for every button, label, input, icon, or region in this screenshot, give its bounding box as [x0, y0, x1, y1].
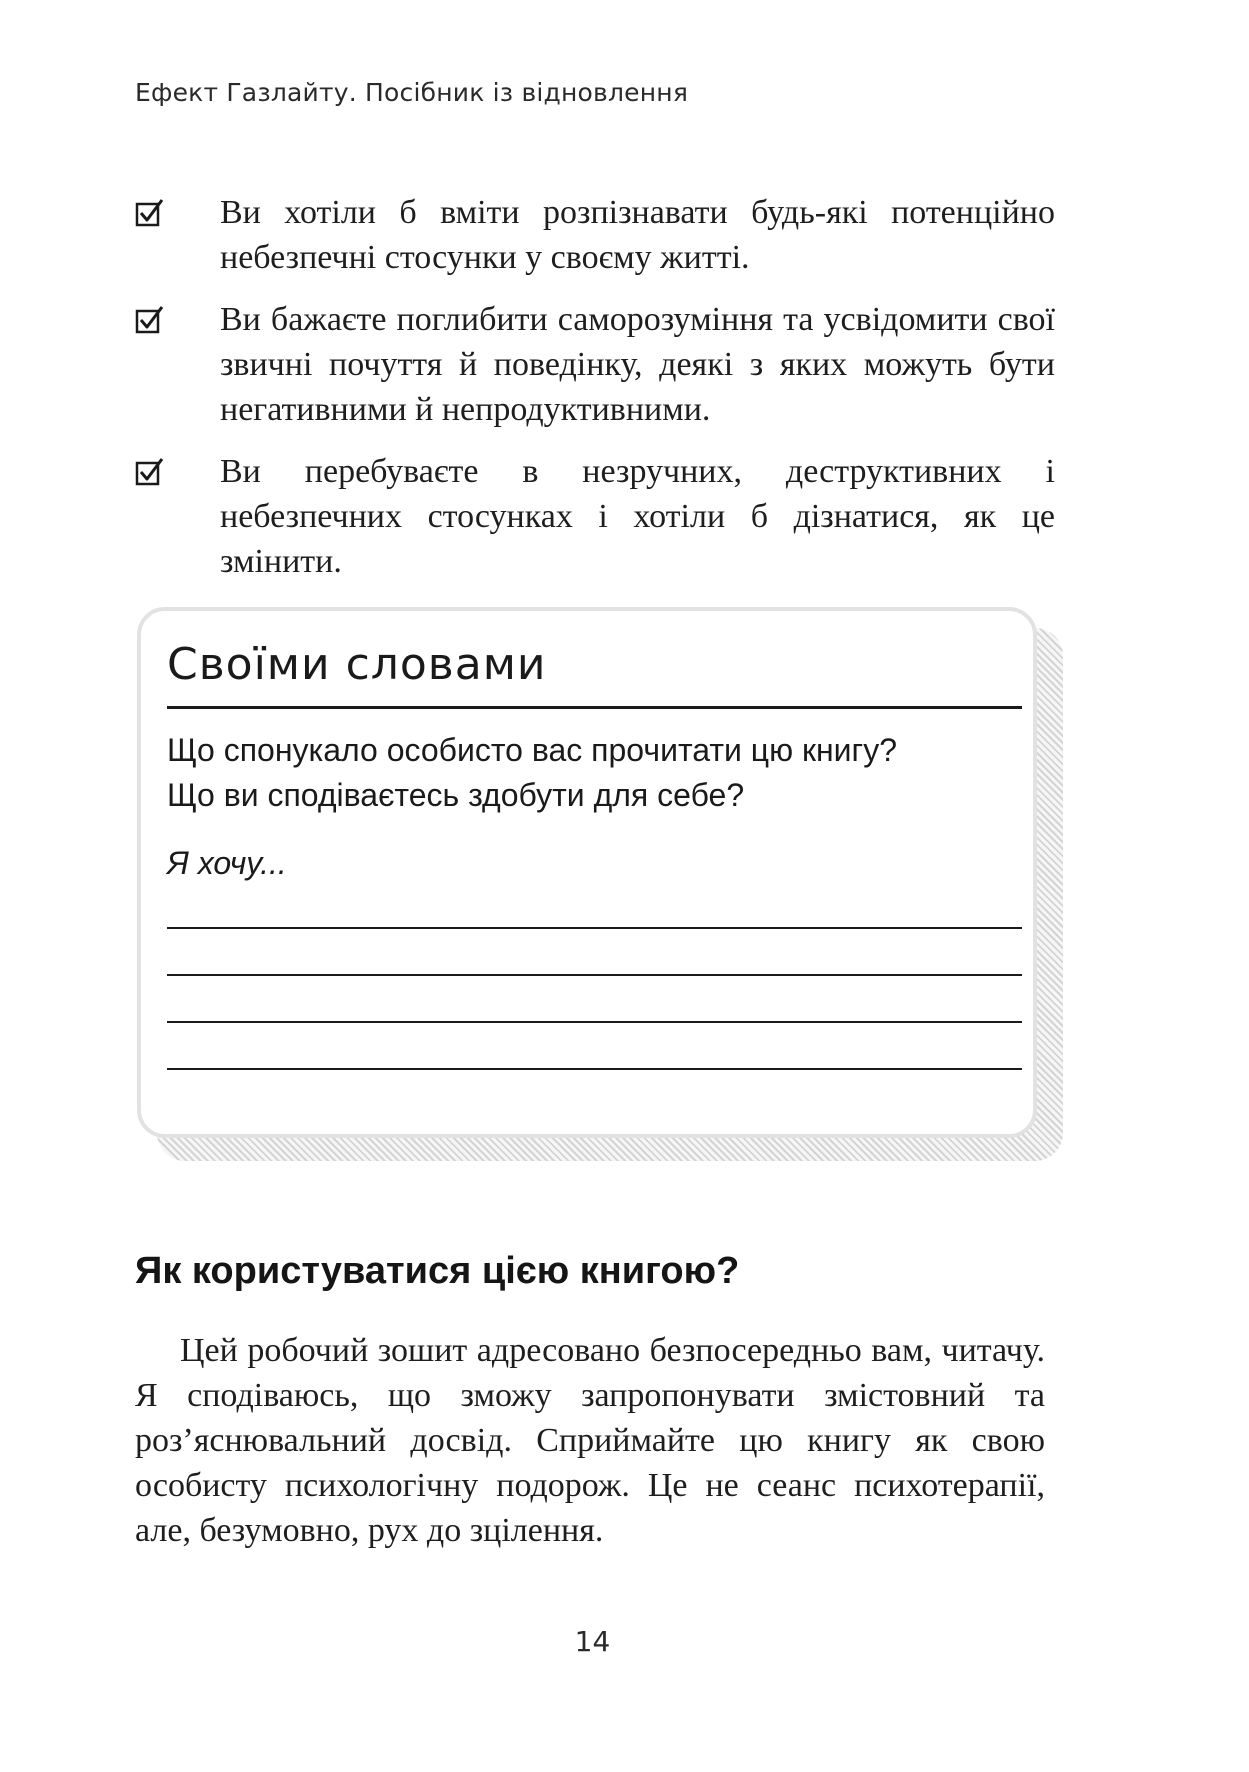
checked-box-icon [135, 457, 165, 487]
answer-line[interactable] [167, 974, 1022, 976]
exercise-box [137, 607, 1037, 1138]
answer-line[interactable] [167, 1021, 1022, 1023]
checklist-item-text: Ви хотіли б вміти розпізнавати будь-які потенційно небезпечні стосунки у своєму житті. [220, 194, 1055, 276]
checked-box-icon [135, 305, 165, 335]
checklist-item [135, 190, 1055, 280]
checklist-item [135, 449, 1055, 584]
exercise-box-title: Своїми словами [167, 639, 547, 690]
answer-line[interactable] [167, 927, 1022, 929]
title-underline [167, 706, 1022, 709]
page-number: 14 [574, 1625, 611, 1658]
checklist-item [135, 297, 1055, 432]
answer-line[interactable] [167, 1068, 1022, 1070]
exercise-prompt: Я хочу... [167, 845, 287, 881]
running-head: Ефект Газлайту. Посібник із відновлення [135, 78, 689, 107]
exercise-question-line: Що ви сподіваєтесь здобути для себе? [167, 777, 745, 813]
checklist-item-text: Ви перебуваєте в незручних, деструктивних і небезпечних стосунках і хотіли б дізнатися, як це змінити. [220, 453, 1055, 580]
body-paragraph: Цей робочий зошит адресовано безпосередньо вам, читачу. Я сподіваюсь, що зможу запропонувати змістовний та роз’яснювальний досвід. Сприймайте цю книгу як свою особисту психологічну подорож. Це не сеанс психотерапії, але, безумовно, рух до зцілення. [135, 1332, 1045, 1549]
checklist [135, 190, 1055, 601]
exercise-question-line: Що спонукало особисто вас прочитати цю книгу? [167, 732, 897, 768]
section-heading: Як користуватися цією книгою? [135, 1250, 740, 1292]
checked-box-icon [135, 198, 165, 228]
exercise-question [167, 728, 1017, 818]
checklist-item-text: Ви бажаєте поглибити саморозуміння та усвідомити свої звичні почуття й поведінку, деякі з яких можуть бути негативними й непродуктивними. [220, 301, 1055, 428]
